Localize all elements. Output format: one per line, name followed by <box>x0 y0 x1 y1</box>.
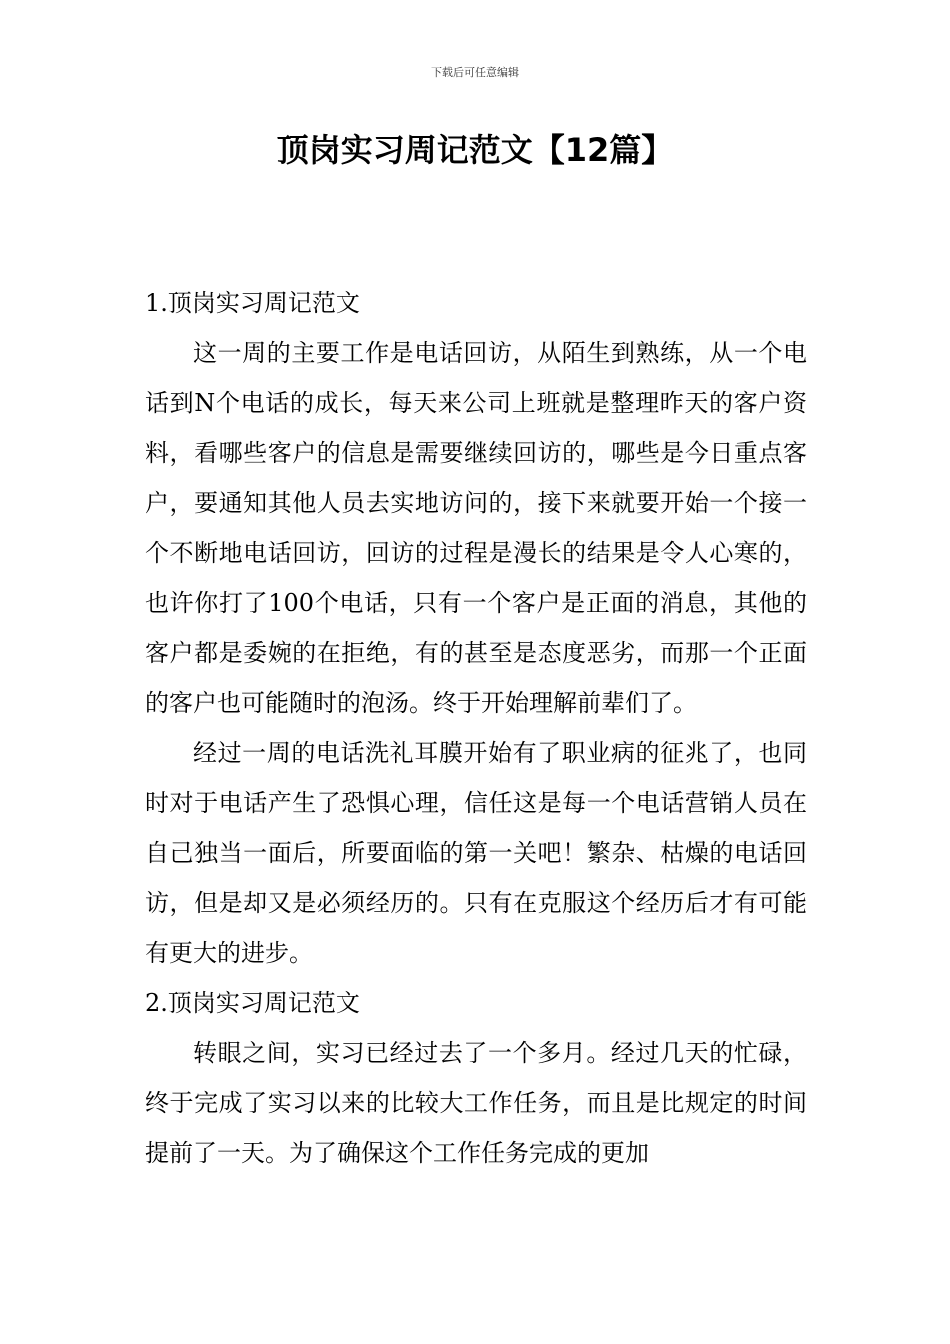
document-title: 顶岗实习周记范文【12篇】 <box>276 131 674 169</box>
paragraph: 经过一周的电话洗礼耳膜开始有了职业病的征兆了，也同时对于电话产生了恐惧心理，信任这是每一个电话营销人员在自己独当一面后，所要面临的第一关吧！繁杂、枯燥的电话回访，但是却又是必须经历的。只有在克服这个经历后才有可能有更大的进步。 <box>145 739 807 967</box>
page-header-note: 下载后可任意编辑 <box>431 66 519 79</box>
section-heading: 1.顶岗实习周记范文 <box>145 289 360 317</box>
section-heading: 2.顶岗实习周记范文 <box>145 989 360 1017</box>
document-body <box>145 278 807 1178</box>
section-2 <box>145 978 807 1178</box>
paragraph: 这一周的主要工作是电话回访，从陌生到熟练，从一个电话到N个电话的成长，每天来公司上班就是整理昨天的客户资料，看哪些客户的信息是需要继续回访的，哪些是今日重点客户，要通知其他人员去实地访问的，接下来就要开始一个接一个不断地电话回访，回访的过程是漫长的结果是令人心寒的，也许你打了100个电话，只有一个客户是正面的消息，其他的客户都是委婉的在拒绝，有的甚至是态度恶劣，而那一个正面的客户也可能随时的泡汤。终于开始理解前辈们了。 <box>145 339 807 717</box>
section-1 <box>145 278 807 978</box>
paragraph: 转眼之间，实习已经过去了一个多月。经过几天的忙碌，终于完成了实习以来的比较大工作任务，而且是比规定的时间提前了一天。为了确保这个工作任务完成的更加 <box>145 1039 807 1167</box>
